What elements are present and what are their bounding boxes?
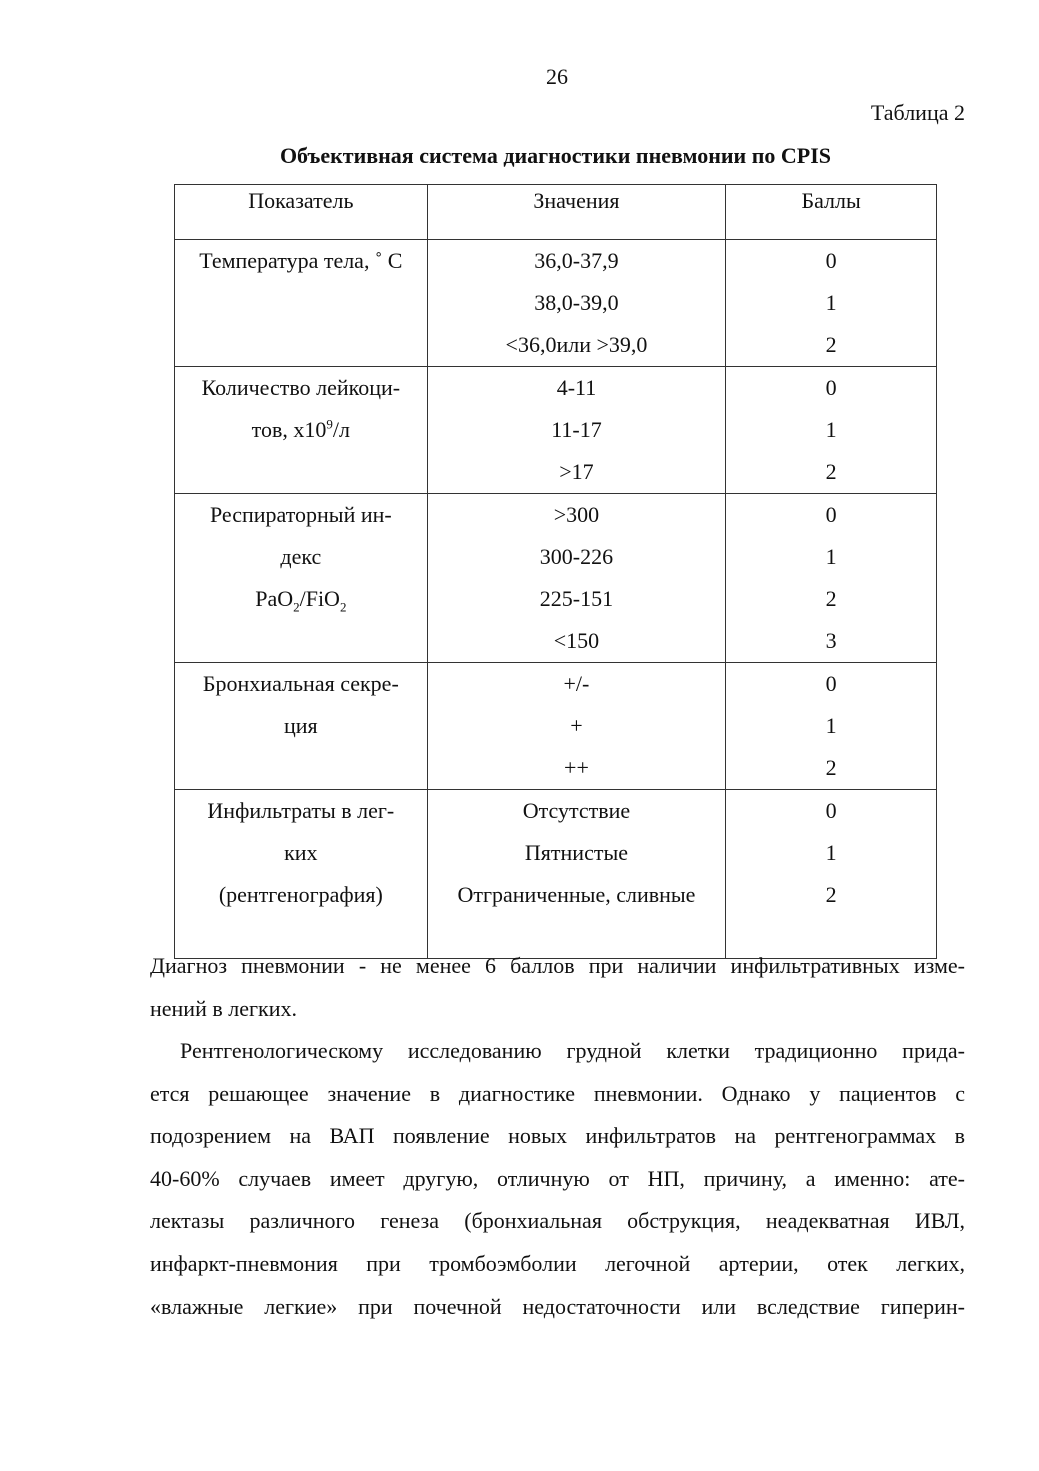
paragraph-line: «влажные легкие» при почечной недостаточности или вследствие гиперин- — [150, 1293, 965, 1319]
paragraph-line: нений в легких. — [150, 995, 297, 1021]
scores-cell — [726, 790, 937, 959]
paragraph-line: лектазы различного генеза (бронхиальная обструкция, неадекватная ИВЛ, — [150, 1208, 965, 1234]
score-line: 2 — [825, 459, 837, 484]
values-cell — [427, 494, 726, 663]
table-row-infiltrates — [175, 790, 937, 959]
indicator-line: ция — [284, 713, 318, 738]
values-cell — [427, 790, 726, 959]
values-cell — [427, 663, 726, 790]
value-line: <150 — [553, 628, 600, 653]
indicator-line: Инфильтраты в лег- — [207, 798, 395, 823]
score-line: 0 — [825, 248, 837, 273]
indicator-line: Количество лейкоци- — [201, 375, 401, 400]
indicator-cell — [175, 790, 428, 959]
indicator-line — [181, 409, 421, 451]
scores-cell — [726, 367, 937, 494]
indicator-text: PaO — [255, 586, 294, 611]
score-line: 2 — [825, 586, 837, 611]
score-line: 1 — [825, 544, 837, 569]
scores-cell — [726, 494, 937, 663]
score-line: 0 — [825, 798, 837, 823]
score-line: 0 — [825, 375, 837, 400]
table-header-row — [175, 185, 937, 240]
indicator-text: тов, х10 — [251, 417, 327, 442]
superscript-exponent: 9 — [326, 416, 333, 432]
value-line: ++ — [564, 755, 589, 780]
indicator-line: Бронхиальная секре- — [202, 671, 399, 696]
indicator-line: декс — [280, 544, 322, 569]
value-line: Пятнистые — [524, 840, 628, 865]
subscript: 2 — [293, 599, 300, 615]
values-cell — [427, 240, 726, 367]
table-row-respiratory-index — [175, 494, 937, 663]
value-line: 38,0-39,0 — [534, 290, 619, 315]
header-scores: Баллы — [726, 185, 937, 240]
score-line: 2 — [825, 882, 837, 907]
value-line: Отсутствие — [522, 798, 631, 823]
indicator-line — [181, 578, 421, 620]
header-indicator: Показатель — [175, 185, 428, 240]
score-line: 1 — [825, 290, 837, 315]
value-line: 225-151 — [539, 586, 614, 611]
indicator-cell — [175, 367, 428, 494]
table-label: Таблица 2 — [870, 100, 965, 125]
score-line: 1 — [825, 840, 837, 865]
score-line: 2 — [825, 755, 837, 780]
table-title: Объективная система диагностики пневмонии по CPIS — [279, 143, 832, 168]
page-number: 26 — [546, 64, 568, 89]
value-line: + — [570, 713, 583, 738]
score-line: 2 — [825, 332, 837, 357]
value-line: 300-226 — [539, 544, 614, 569]
subscript: 2 — [339, 599, 347, 615]
indicator-cell — [175, 240, 428, 367]
scores-cell — [726, 663, 937, 790]
table-row-temperature — [175, 240, 937, 367]
indicator-line: (рентгенография) — [218, 882, 383, 907]
indicator-unit: /л — [332, 417, 350, 442]
table-row-leukocytes — [175, 367, 937, 494]
paragraph-line: 40-60% случаев имеет другую, отличную от НП, причину, а именно: ате- — [150, 1165, 965, 1191]
score-line: 0 — [825, 671, 837, 696]
radiology-paragraph — [150, 1030, 965, 1328]
value-line: 4-11 — [556, 375, 597, 400]
diagnosis-paragraph — [150, 945, 965, 1030]
table-row-bronchial-secretion — [175, 663, 937, 790]
value-line: +/- — [563, 671, 590, 696]
value-line: >17 — [559, 459, 594, 484]
score-line: 0 — [825, 502, 837, 527]
paragraph-line: Диагноз пневмонии - не менее 6 баллов при наличии инфильтративных изме- — [150, 953, 965, 978]
value-line: 11-17 — [551, 417, 602, 442]
score-line: 3 — [825, 628, 837, 653]
value-line: Отграниченные, сливные — [457, 882, 696, 907]
value-line: <36,0или >39,0 — [505, 332, 648, 357]
indicator-cell — [175, 663, 428, 790]
paragraph-line: подозрением на ВАП появление новых инфильтратов на рентгенограммах в — [150, 1123, 965, 1149]
paragraph-line: ется решающее значение в диагностике пневмонии. Однако у пациентов с — [150, 1080, 965, 1106]
score-line: 1 — [825, 713, 837, 738]
paragraph-line: Рентгенологическому исследованию грудной клетки традиционно прида- — [180, 1038, 965, 1063]
cpis-table — [174, 184, 937, 959]
indicator-cell — [175, 494, 428, 663]
indicator-line: ких — [284, 840, 318, 865]
values-cell — [427, 367, 726, 494]
value-line: 36,0-37,9 — [534, 248, 619, 273]
indicator-text: /FiO — [299, 586, 340, 611]
scores-cell — [726, 240, 937, 367]
value-line: >300 — [553, 502, 600, 527]
paragraph-line: инфаркт-пневмония при тромбоэмболии легочной артерии, отек легких, — [150, 1250, 965, 1276]
indicator-line: Температура тела, ˚ С — [199, 248, 403, 273]
header-values: Значения — [427, 185, 726, 240]
indicator-line: Респираторный ин- — [209, 502, 392, 527]
score-line: 1 — [825, 417, 837, 442]
